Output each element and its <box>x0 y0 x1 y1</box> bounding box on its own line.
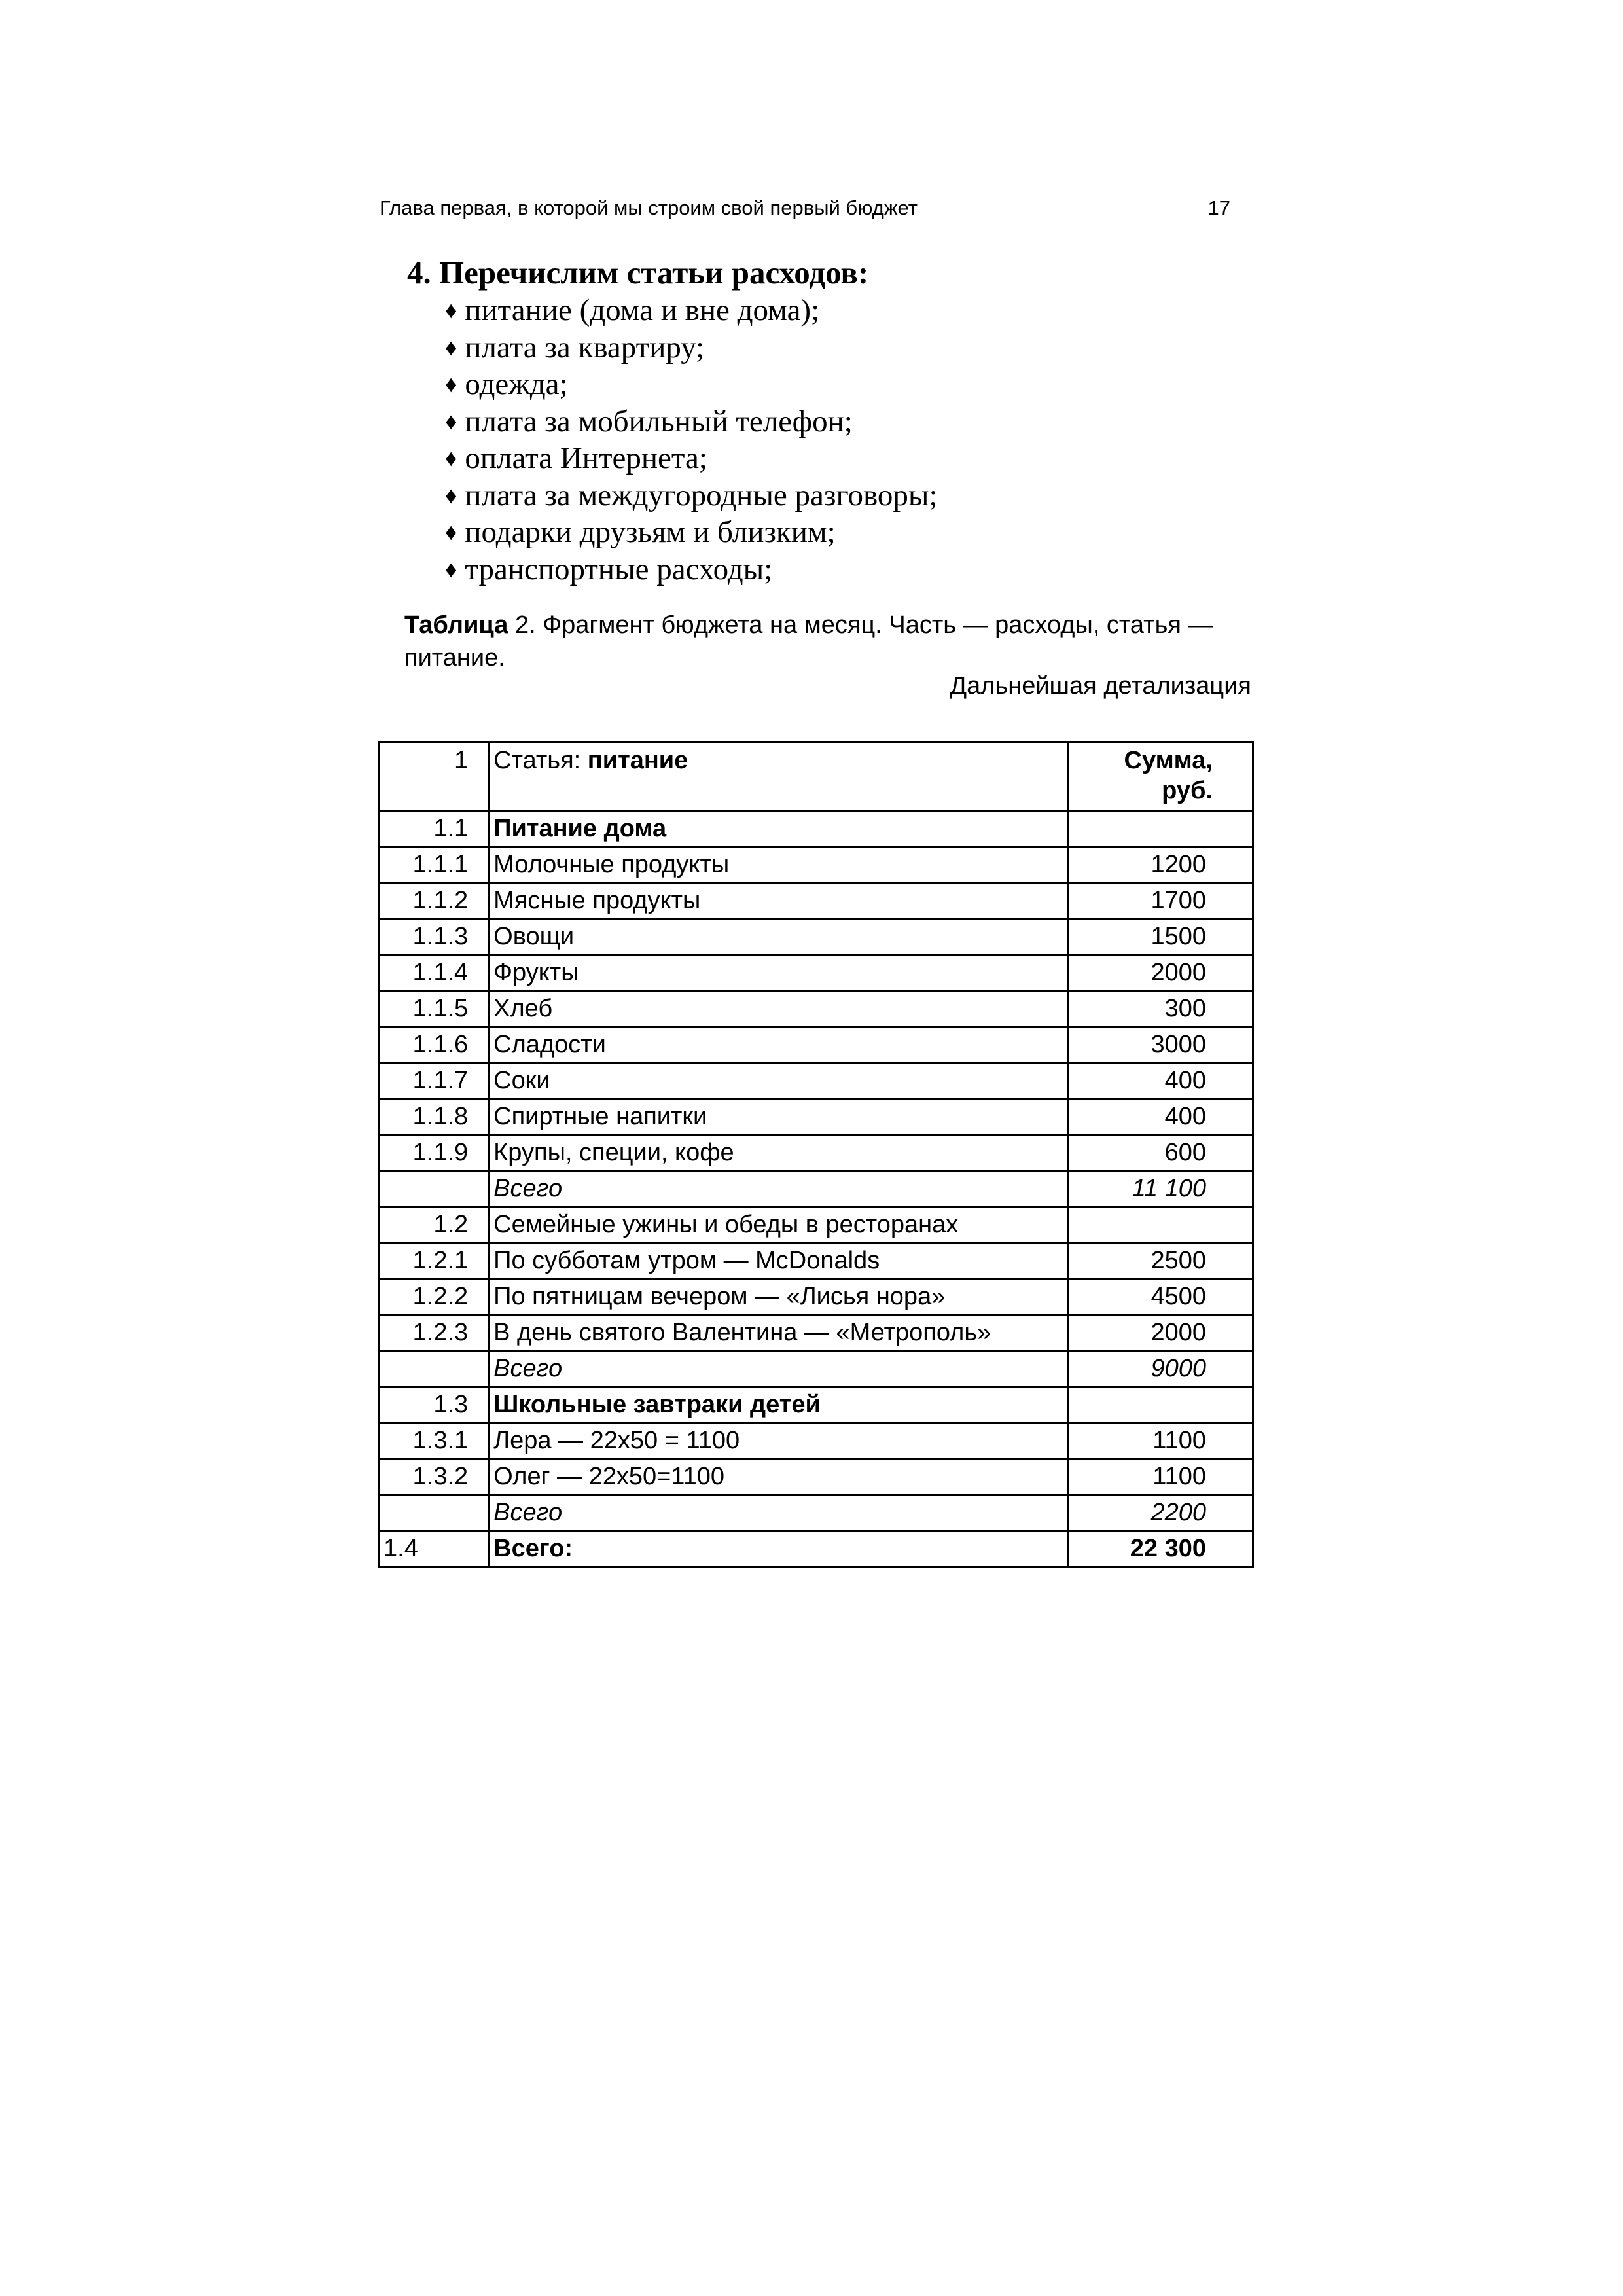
row-amount: 400 <box>1068 1099 1253 1135</box>
row-num: 1.1 <box>379 811 489 847</box>
expense-list-item <box>445 329 938 367</box>
row-num: 1.1.2 <box>379 883 489 919</box>
diamond-bullet-icon: ♦ <box>445 371 457 397</box>
row-amount: 2500 <box>1068 1243 1253 1279</box>
caption-text: 2. Фрагмент бюджета на месяц. Часть — расходы, статья — питание. <box>404 611 1213 672</box>
row-amount: 2000 <box>1068 955 1253 991</box>
row-amount: 1100 <box>1068 1459 1253 1495</box>
table-row <box>379 1351 1253 1387</box>
row-description: Всего: <box>489 1531 1069 1567</box>
diamond-bullet-icon: ♦ <box>445 297 457 323</box>
table-header-row <box>379 742 1253 811</box>
expense-list-item <box>445 403 938 440</box>
row-num: 1.3 <box>379 1387 489 1423</box>
row-num: 1.2 <box>379 1207 489 1243</box>
expense-list-item-text: одежда; <box>465 367 568 401</box>
header-amount-line2: руб. <box>1162 777 1213 804</box>
table-row <box>379 847 1253 883</box>
running-head-title: Глава первая, в которой мы строим свой первый бюджет <box>380 196 918 219</box>
table-row <box>379 1171 1253 1207</box>
row-amount: 11 100 <box>1068 1171 1253 1207</box>
row-description: Фрукты <box>489 955 1069 991</box>
expense-list <box>445 292 938 588</box>
row-num: 1.1.8 <box>379 1099 489 1135</box>
row-amount: 1500 <box>1068 919 1253 955</box>
budget-table <box>378 741 1254 1568</box>
row-amount: 9000 <box>1068 1351 1253 1387</box>
row-description: Соки <box>489 1063 1069 1099</box>
row-amount <box>1068 1207 1253 1243</box>
row-amount: 600 <box>1068 1135 1253 1171</box>
table-row <box>379 811 1253 847</box>
expense-list-item <box>445 292 938 329</box>
table-row <box>379 1099 1253 1135</box>
diamond-bullet-icon: ♦ <box>445 408 457 435</box>
row-num: 1.1.5 <box>379 991 489 1027</box>
header-desc-bold: питание <box>587 747 688 774</box>
row-amount: 22 300 <box>1068 1531 1253 1567</box>
diamond-bullet-icon: ♦ <box>445 556 457 583</box>
expense-list-item <box>445 440 938 477</box>
row-num: 1.1.4 <box>379 955 489 991</box>
diamond-bullet-icon: ♦ <box>445 482 457 509</box>
section-heading: 4. Перечислим статьи расходов: <box>407 255 869 291</box>
table-row <box>379 883 1253 919</box>
row-description: Молочные продукты <box>489 847 1069 883</box>
row-description: Всего <box>489 1171 1069 1207</box>
row-amount: 2000 <box>1068 1315 1253 1351</box>
diamond-bullet-icon: ♦ <box>445 519 457 545</box>
row-description: Овощи <box>489 919 1069 955</box>
table-row <box>379 991 1253 1027</box>
table-row <box>379 1459 1253 1495</box>
header-amount <box>1068 742 1253 811</box>
row-amount: 4500 <box>1068 1279 1253 1315</box>
header-amount-line1: Сумма, <box>1124 747 1213 774</box>
diamond-bullet-icon: ♦ <box>445 334 457 361</box>
expense-list-item <box>445 366 938 403</box>
row-description: Олег — 22x50=1100 <box>489 1459 1069 1495</box>
row-amount <box>1068 1387 1253 1423</box>
row-description: Спиртные напитки <box>489 1099 1069 1135</box>
expense-list-item-text: питание (дома и вне дома); <box>465 293 820 327</box>
table-row <box>379 1531 1253 1567</box>
table-row <box>379 1027 1253 1063</box>
row-amount: 1100 <box>1068 1423 1253 1459</box>
row-num: 1.2.1 <box>379 1243 489 1279</box>
row-num: 1.1.9 <box>379 1135 489 1171</box>
row-description: По субботам утром — McDonalds <box>489 1243 1069 1279</box>
expense-list-item <box>445 514 938 551</box>
row-description: Крупы, специи, кофе <box>489 1135 1069 1171</box>
row-amount <box>1068 811 1253 847</box>
row-amount: 3000 <box>1068 1027 1253 1063</box>
table-row <box>379 955 1253 991</box>
row-num: 1.2.2 <box>379 1279 489 1315</box>
table-caption <box>404 609 1255 674</box>
row-num <box>379 1351 489 1387</box>
page-number: 17 <box>1207 196 1230 219</box>
table-row <box>379 1135 1253 1171</box>
row-description: Сладости <box>489 1027 1069 1063</box>
row-num: 1.1.1 <box>379 847 489 883</box>
row-description: Питание дома <box>489 811 1069 847</box>
table-row <box>379 1423 1253 1459</box>
expense-list-item-text: плата за квартиру; <box>465 330 705 365</box>
expense-list-item-text: плата за междугородные разговоры; <box>465 478 938 512</box>
row-amount: 2200 <box>1068 1495 1253 1531</box>
row-description: По пятницам вечером — «Лисья нора» <box>489 1279 1069 1315</box>
expense-list-item-text: оплата Интернета; <box>465 441 707 475</box>
table-row <box>379 1243 1253 1279</box>
expense-list-item-text: транспортные расходы; <box>465 552 773 586</box>
header-num: 1 <box>379 742 489 811</box>
diamond-bullet-icon: ♦ <box>445 445 457 471</box>
row-num: 1.1.7 <box>379 1063 489 1099</box>
table-row <box>379 1315 1253 1351</box>
row-amount: 300 <box>1068 991 1253 1027</box>
row-description: Всего <box>489 1351 1069 1387</box>
expense-list-item-text: подарки друзьям и близким; <box>465 515 836 549</box>
expense-list-item <box>445 551 938 588</box>
row-num: 1.1.3 <box>379 919 489 955</box>
row-description: Всего <box>489 1495 1069 1531</box>
row-num: 1.3.1 <box>379 1423 489 1459</box>
header-desc <box>489 742 1069 811</box>
row-amount: 1700 <box>1068 883 1253 919</box>
table-row <box>379 919 1253 955</box>
table-row <box>379 1207 1253 1243</box>
row-description: В день святого Валентина — «Метрополь» <box>489 1315 1069 1351</box>
table-row <box>379 1495 1253 1531</box>
header-desc-prefix: Статья: <box>493 747 588 774</box>
row-num: 1.1.6 <box>379 1027 489 1063</box>
caption-label: Таблица <box>404 611 508 639</box>
row-num: 1.4 <box>379 1531 489 1567</box>
row-description: Лера — 22x50 = 1100 <box>489 1423 1069 1459</box>
row-amount: 400 <box>1068 1063 1253 1099</box>
running-head <box>380 196 1230 220</box>
row-num: 1.3.2 <box>379 1459 489 1495</box>
detail-note: Дальнейшая детализация <box>950 672 1251 700</box>
table-row <box>379 1279 1253 1315</box>
row-description: Семейные ужины и обеды в ресторанах <box>489 1207 1069 1243</box>
row-description: Школьные завтраки детей <box>489 1387 1069 1423</box>
row-amount: 1200 <box>1068 847 1253 883</box>
row-description: Хлеб <box>489 991 1069 1027</box>
table-row <box>379 1387 1253 1423</box>
row-num <box>379 1495 489 1531</box>
row-num <box>379 1171 489 1207</box>
expense-list-item-text: плата за мобильный телефон; <box>465 404 853 439</box>
table-row <box>379 1063 1253 1099</box>
row-num: 1.2.3 <box>379 1315 489 1351</box>
row-description: Мясные продукты <box>489 883 1069 919</box>
expense-list-item <box>445 477 938 514</box>
